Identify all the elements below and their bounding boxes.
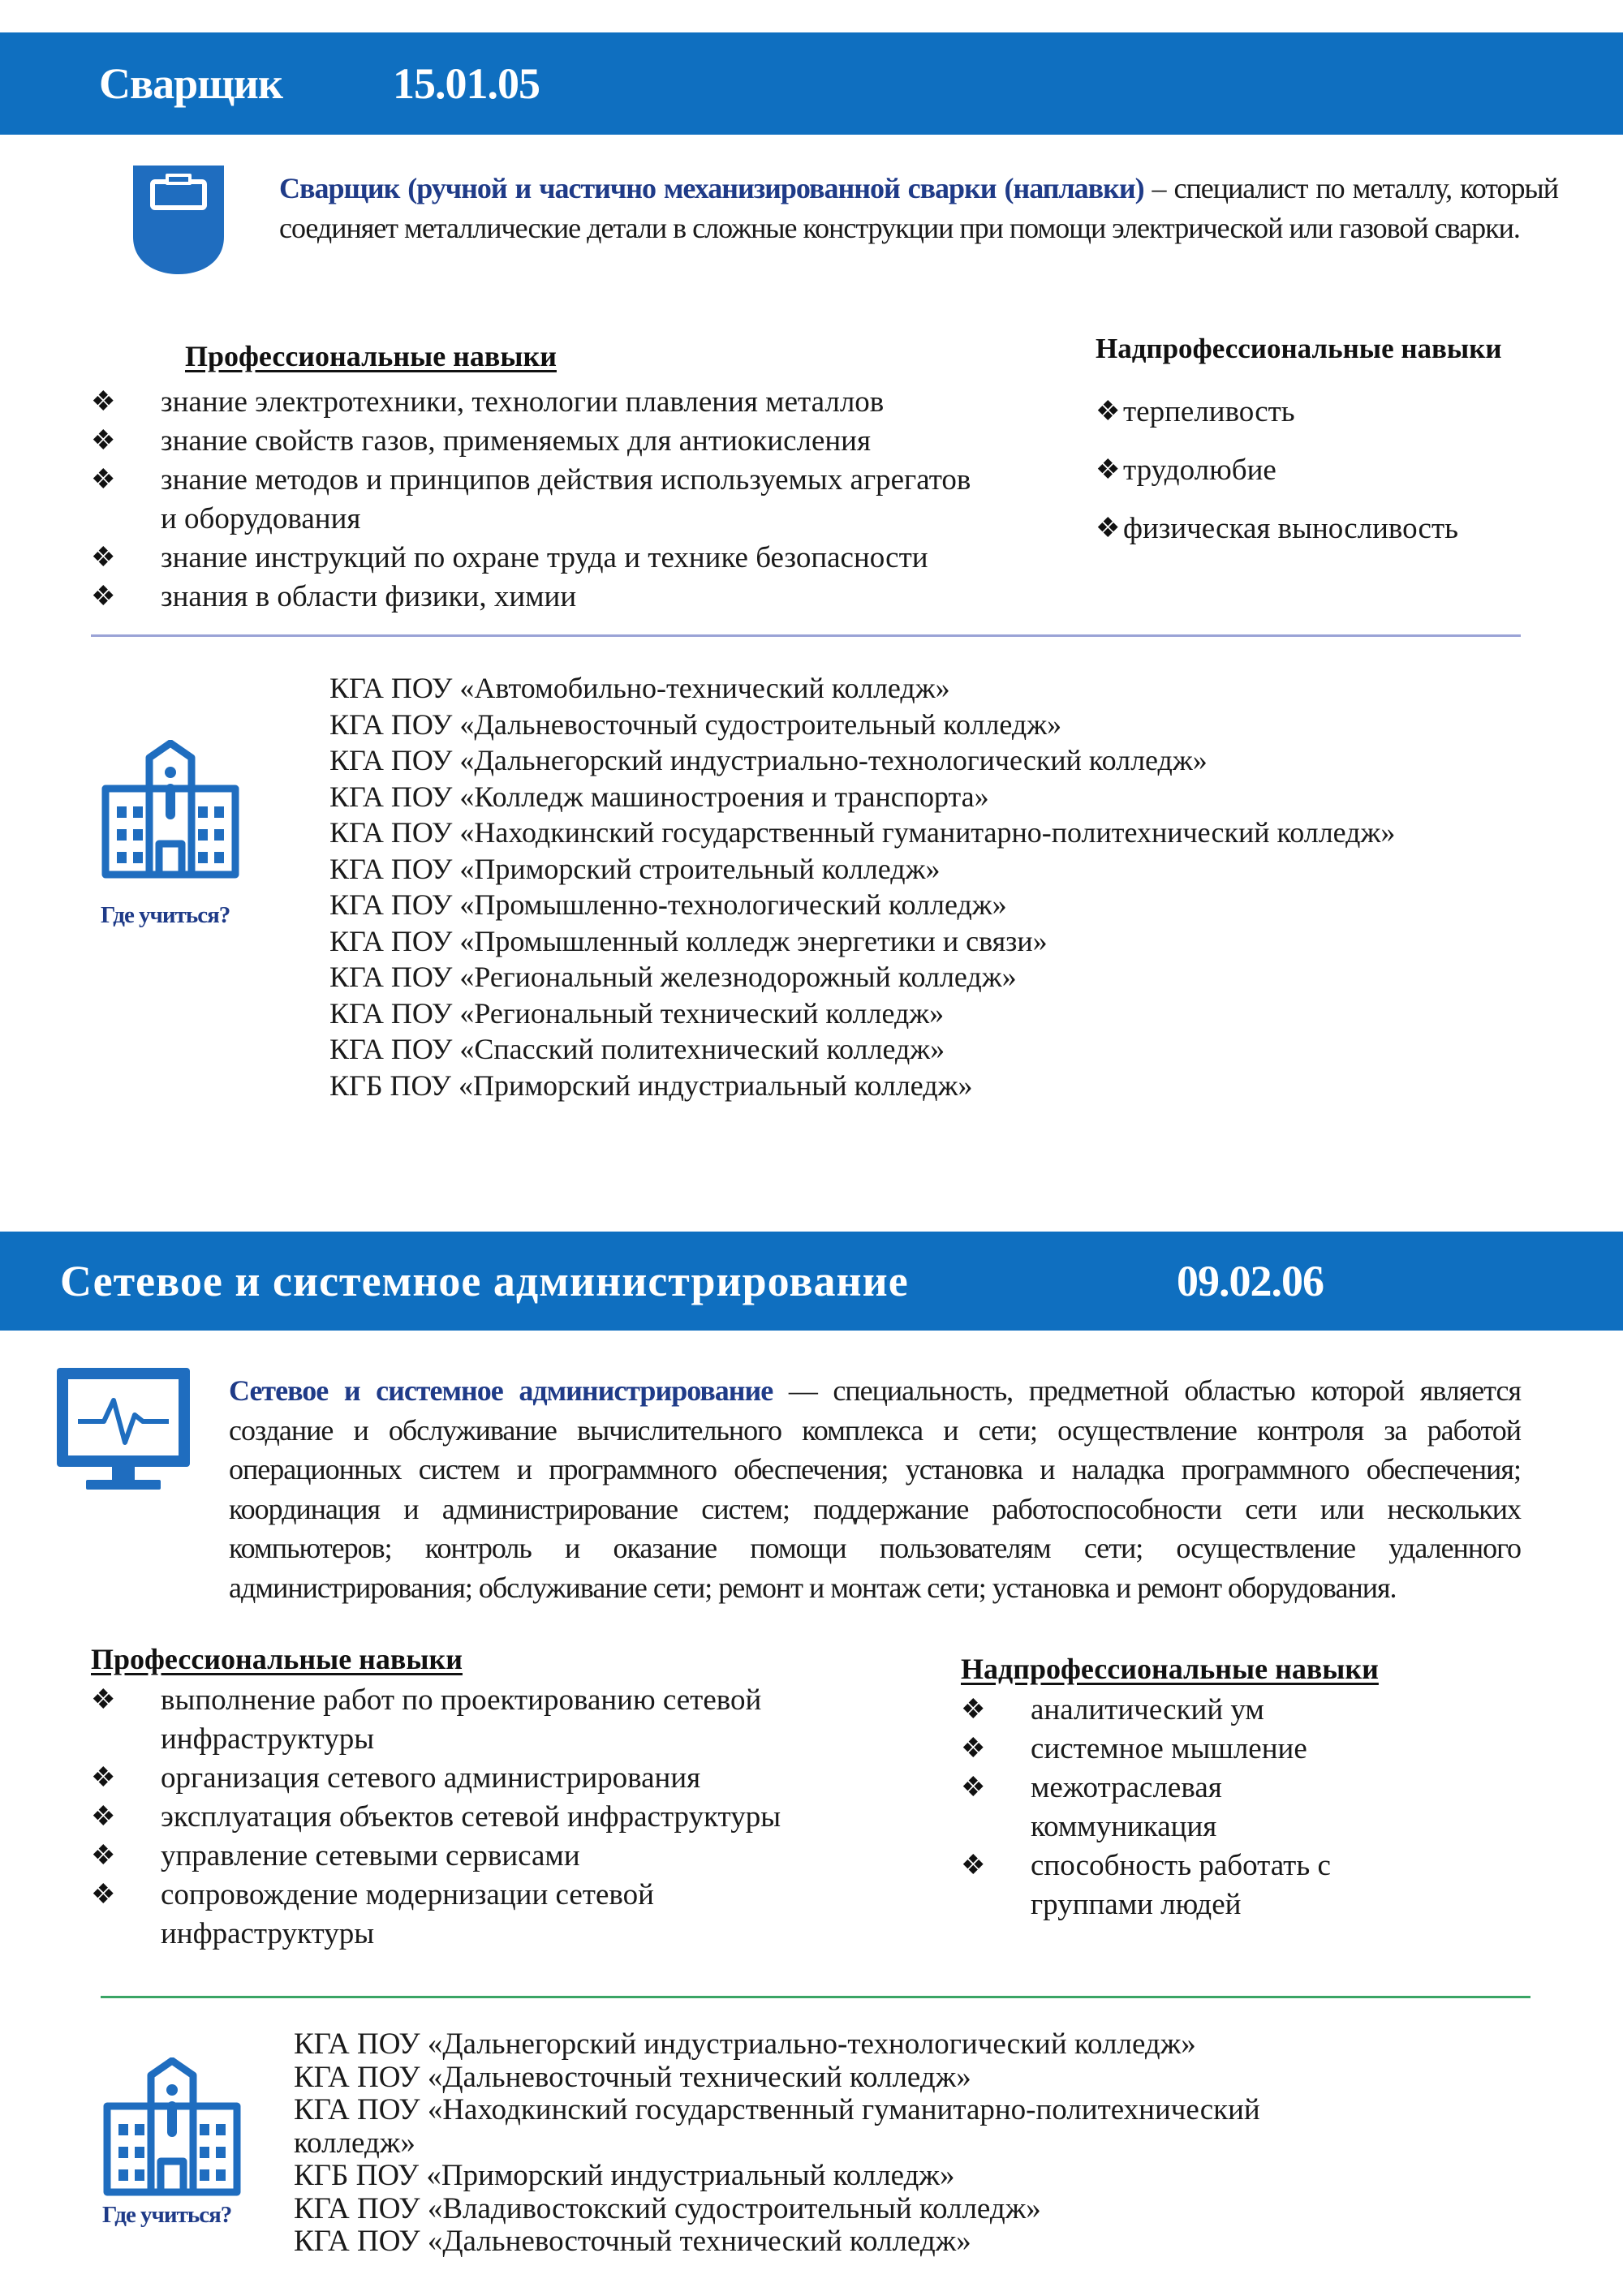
list-item: ❖ сопровождение модернизации сетевой инфраструктуры <box>91 1876 826 1954</box>
list-item: ❖ выполнение работ по проектированию сетевой инфраструктуры <box>91 1681 886 1759</box>
monitor-icon <box>54 1365 193 1494</box>
college-building-icon <box>102 2057 242 2197</box>
list-item: КГА ПОУ «Региональный железнодорожный колледж» <box>329 961 1017 993</box>
list-item: ❖ физическая выносливость <box>1096 500 1458 558</box>
list-item: КГА ПОУ «Дальневосточный технический колледж» <box>294 2225 971 2258</box>
colleges-list <box>329 670 1395 1103</box>
list-item: КГА ПОУ «Автомобильно-технический колледж» <box>329 672 950 704</box>
bullet-icon: ❖ <box>91 1685 116 1715</box>
list-item: ❖ терпеливость <box>1096 383 1458 441</box>
list-item: ❖ знание свойств газов, применяемых для антиокисления <box>91 422 1024 461</box>
bullet-icon: ❖ <box>961 1773 986 1803</box>
bullet-icon: ❖ <box>961 1734 986 1764</box>
section-code: 09.02.06 <box>1177 1257 1324 1305</box>
list-item: КГА ПОУ «Дальнегорский индустриально-технологический колледж» <box>329 744 1208 776</box>
bullet-icon: ❖ <box>91 465 116 495</box>
list-item: ❖ управление сетевыми сервисами <box>91 1837 886 1876</box>
list-item: ❖ организация сетевого администрирования <box>91 1759 886 1798</box>
section-title: Сетевое и системное администрирование <box>60 1257 909 1305</box>
list-item: ❖ аналитический ум <box>961 1691 1480 1730</box>
list-item: КГА ПОУ «Промышленно-технологический колледж» <box>329 888 1007 921</box>
bullet-icon: ❖ <box>91 387 116 417</box>
colleges-list <box>294 2028 1487 2259</box>
bullet-icon: ❖ <box>1096 397 1121 427</box>
bullet-icon: ❖ <box>961 1695 986 1725</box>
welder-description <box>279 169 1558 247</box>
college-building-icon <box>101 740 240 879</box>
list-item: КГА ПОУ «Находкинский государственный гуманитарно-политехнический колледж» <box>329 816 1396 849</box>
bullet-icon: ❖ <box>91 582 116 612</box>
list-item: ❖ знания в области физики, химии <box>91 578 1024 617</box>
list-item: ❖ трудолюбие <box>1096 441 1458 500</box>
list-item: ❖ эксплуатация объектов сетевой инфраструктуры <box>91 1798 886 1837</box>
prof-skills-list <box>91 383 1024 617</box>
list-item: ❖ способность работать с группами людей <box>961 1847 1412 1924</box>
divider <box>91 634 1521 637</box>
list-item: КГА ПОУ «Дальневосточный судостроительный колледж» <box>329 707 1062 741</box>
list-item: КГА ПОУ «Владивостокский судостроительный колледж» <box>294 2191 1041 2225</box>
list-item: КГА ПОУ «Спасский политехнический колледж» <box>329 1033 945 1065</box>
description-term: Сварщик (ручной и частично механизированной сварки (наплавки) <box>279 172 1144 204</box>
where-to-study-label: Где учиться? <box>101 902 230 928</box>
bullet-icon: ❖ <box>91 1841 116 1871</box>
divider <box>101 1996 1530 1998</box>
bullet-icon: ❖ <box>1096 514 1121 544</box>
network-admin-description <box>229 1371 1521 1607</box>
section-code: 15.01.05 <box>393 59 540 108</box>
list-item: КГА ПОУ «Колледж машиностроения и транспорта» <box>329 780 989 813</box>
list-item: КГА ПОУ «Приморский строительный колледж» <box>329 852 941 885</box>
list-item: КГА ПОУ «Находкинский государственный гуманитарно-политехнический колледж» <box>294 2093 1260 2160</box>
list-item: КГА ПОУ «Промышленный колледж энергетики и связи» <box>329 924 1048 957</box>
prof-skills-header: Профессиональные навыки <box>185 340 557 372</box>
list-item: ❖ системное мышление <box>961 1730 1480 1769</box>
description-term: Сетевое и системное администрирование <box>229 1374 773 1407</box>
list-item: ❖ знание электротехники, технологии плавления металлов <box>91 383 1024 422</box>
welding-mask-icon <box>130 162 227 277</box>
bullet-icon: ❖ <box>1096 455 1121 485</box>
list-item: КГБ ПОУ «Приморский индустриальный колледж» <box>294 2159 955 2192</box>
list-item: КГА ПОУ «Дальнегорский индустриально-технологический колледж» <box>294 2027 1196 2061</box>
soft-skills-header: Надпрофессиональные навыки <box>961 1653 1379 1685</box>
list-item: КГА ПОУ «Дальневосточный технический колледж» <box>294 2060 971 2094</box>
description-text: — специальность, предметной областью которой является создание и обслуживание вычислительного комплекса и сети; осуществление контроля за работой операционных систем и программного обеспечения; установка и наладка программного обеспечения; координация и администрирование систем; поддержание работоспособности сети или нескольких компьютеров; контроль и оказание помощи пользователям сети; осуществление удаленного администрирования; обслуживание сети; ремонт и монтаж сети; установка и ремонт оборудования. <box>229 1374 1521 1604</box>
bullet-icon: ❖ <box>91 1880 116 1910</box>
bullet-icon: ❖ <box>91 426 116 456</box>
prof-skills-list <box>91 1681 886 1954</box>
prof-skills-header: Профессиональные навыки <box>91 1643 463 1675</box>
list-item: КГА ПОУ «Региональный технический колледж» <box>329 996 945 1030</box>
bullet-icon: ❖ <box>91 1763 116 1793</box>
soft-skills-header: Надпрофессиональные навыки <box>1096 333 1502 364</box>
section-title: Сварщик <box>99 59 283 108</box>
bullet-icon: ❖ <box>961 1851 986 1881</box>
list-item: КГБ ПОУ «Приморский индустриальный колледж» <box>329 1068 973 1102</box>
bullet-icon: ❖ <box>91 543 116 573</box>
description-text: – специалист по металлу, который соединяет металлические детали в сложные конструкции при помощи электрической или газовой сварки. <box>279 172 1558 244</box>
list-item: ❖ знание методов и принципов действия используемых агрегатов и оборудования <box>91 461 972 539</box>
list-item: ❖ межотраслевая коммуникация <box>961 1769 1290 1847</box>
bullet-icon: ❖ <box>91 1802 116 1832</box>
list-item: ❖ знание инструкций по охране труда и технике безопасности <box>91 539 1024 578</box>
section-header-welder <box>0 32 1623 135</box>
section-header-network-admin <box>0 1232 1623 1331</box>
soft-skills-list <box>961 1691 1480 1924</box>
where-to-study-label: Где учиться? <box>102 2202 232 2228</box>
soft-skills-list <box>1096 383 1458 558</box>
